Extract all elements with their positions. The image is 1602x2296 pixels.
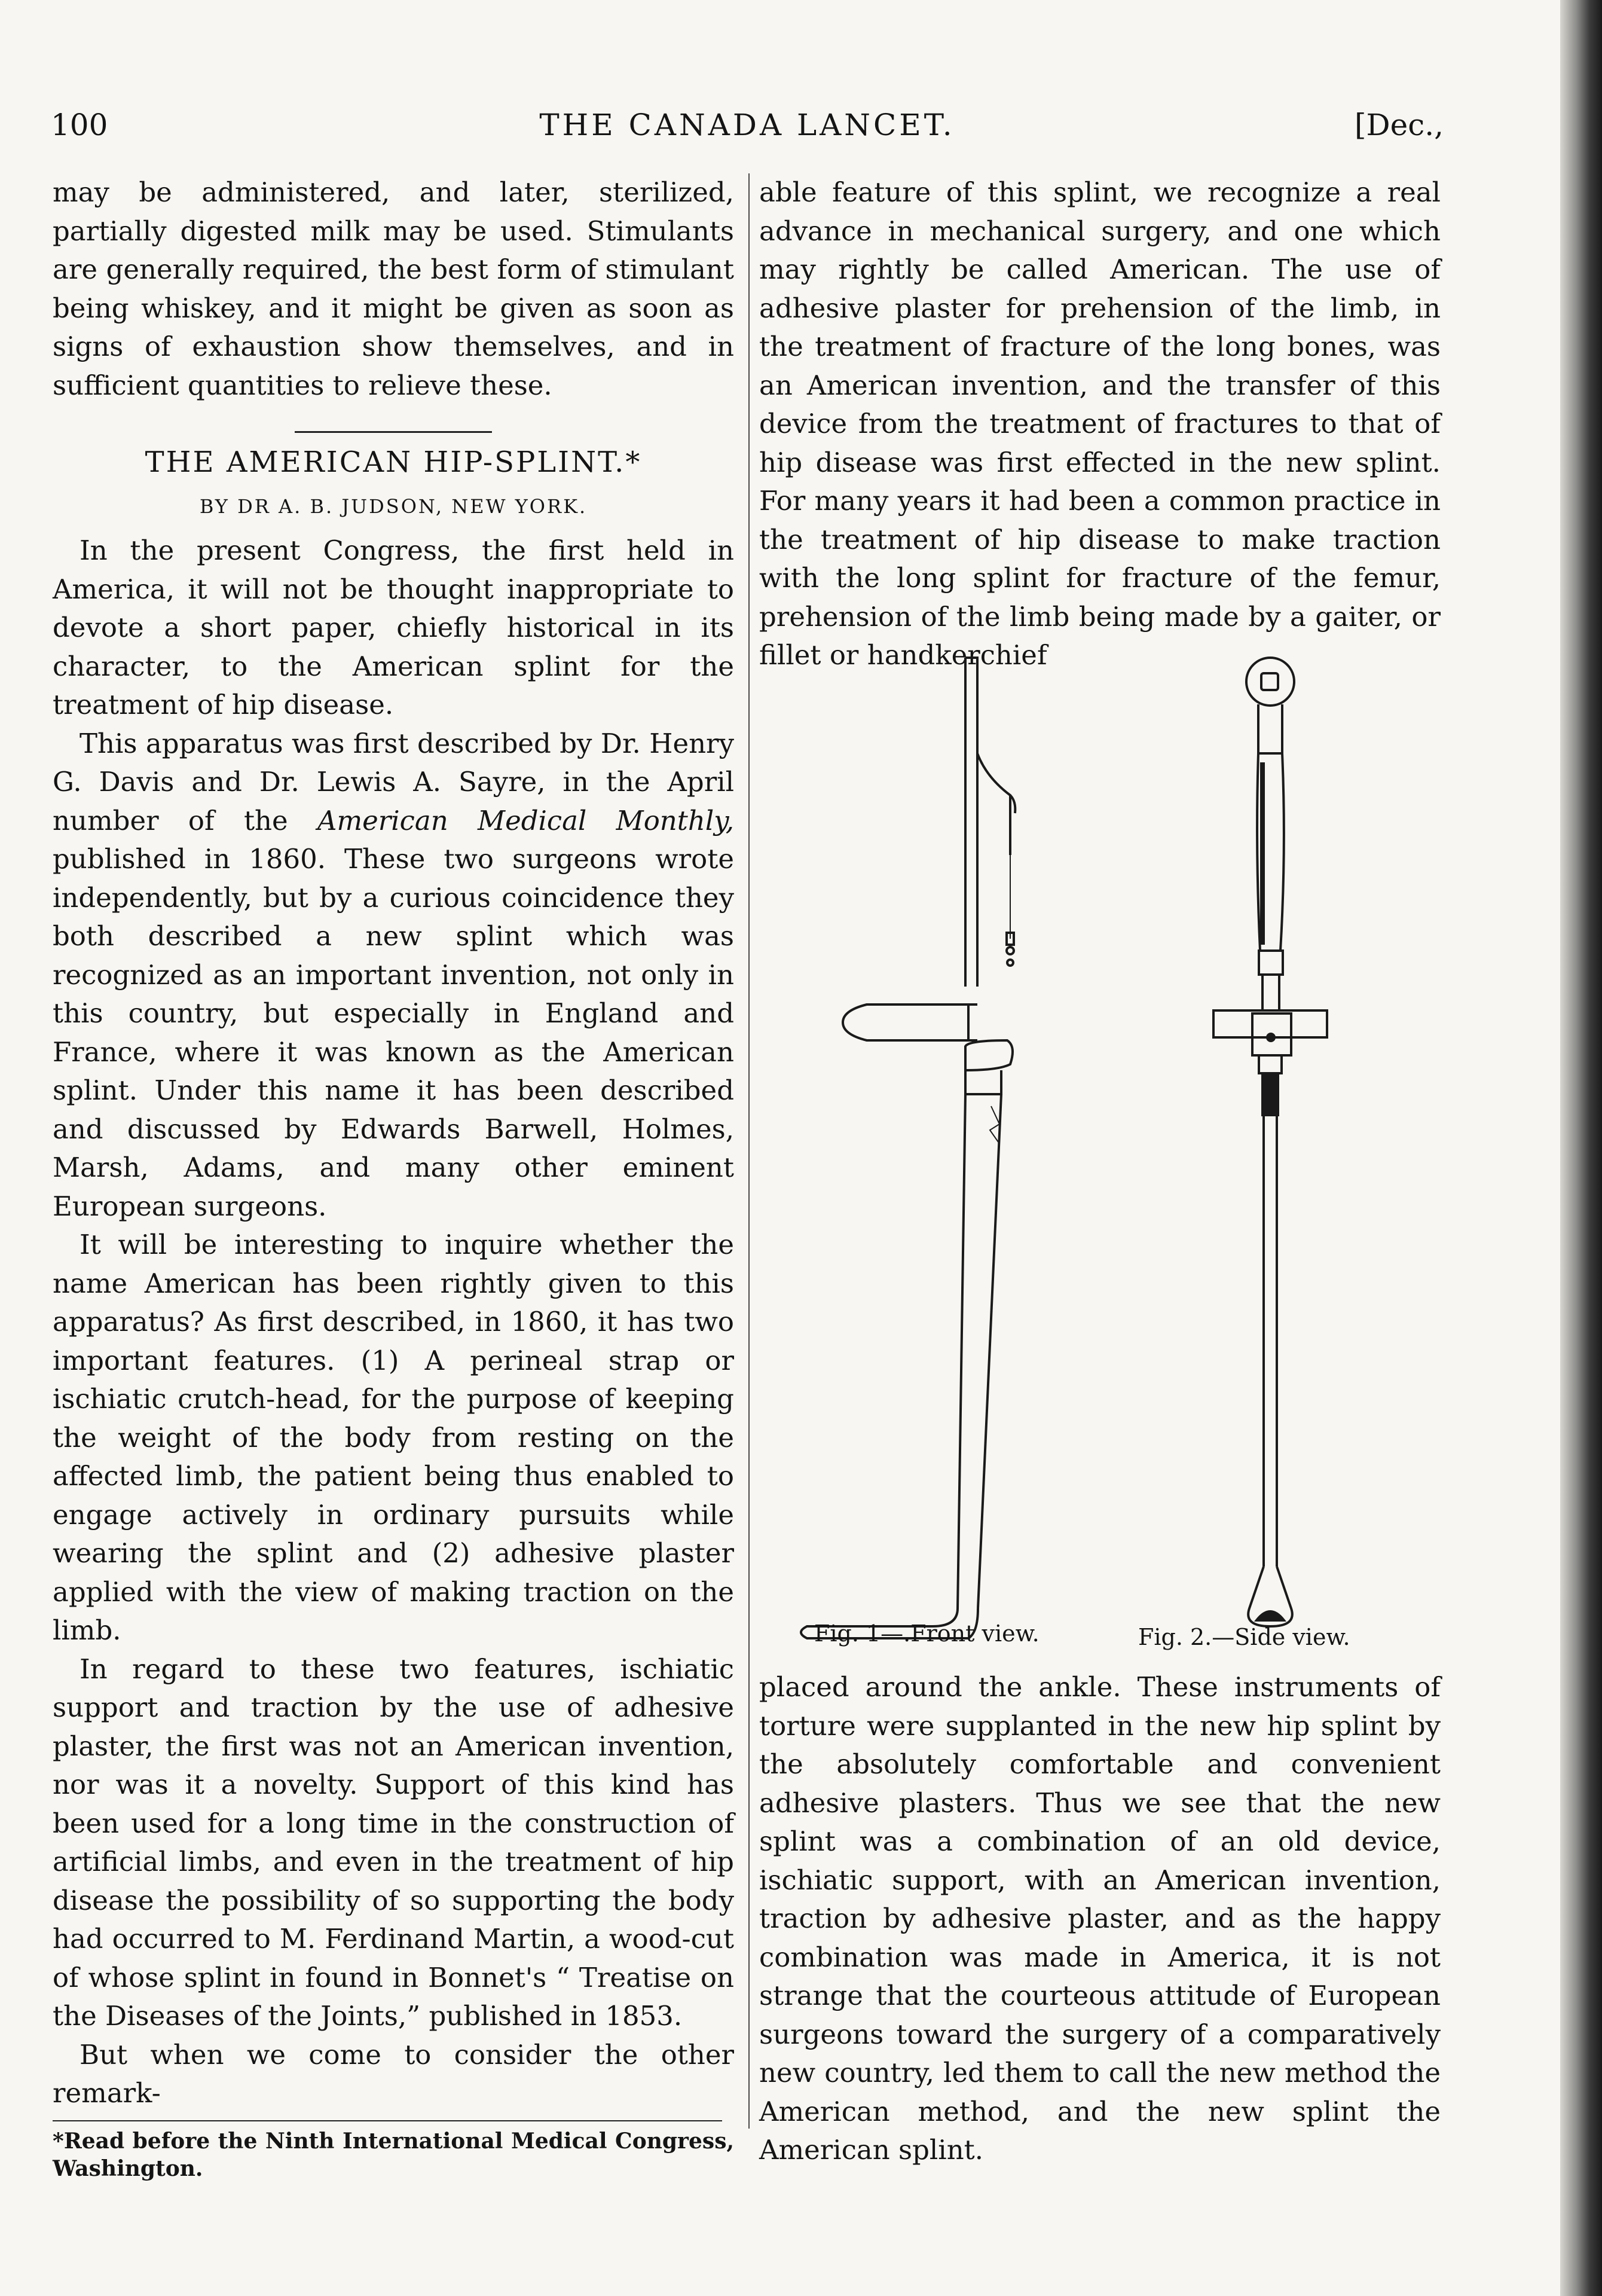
right-column-top	[759, 173, 1441, 675]
page-number: 100	[51, 108, 108, 142]
figure-1-caption: Fig. 1—.Front view.	[814, 1620, 1040, 1647]
right-bottom-paragraph: placed around the ankle. These instruments of torture were supplanted in the new hip splint by the absolutely comfortable and convenient adhesive plasters. Thus we see that the new splint was a combination of an old device, ischiatic support, with an American invention, traction by adhesive plaster, and as the happy combination was made in America, it is not strange that the courteous attitude of European surgeons toward the surgery of a comparatively new country, led them to call the new method the American method, and the new splint the American splint.	[759, 1671, 1441, 2166]
side-view-splint-illustration	[1213, 658, 1327, 1626]
right-top-paragraph: able feature of this splint, we recognize a real advance in mechanical surgery, and one which may rightly be called American. The use of adhesive plaster for prehension of the limb, in the treatment of fracture of the long bones, was an American invention, and the transfer of this device from the treatment of fractures to that of hip disease was first effected in the new splint. For many years it had been a common practice in the treatment of hip disease to make traction with the long splint for fracture of the femur, prehension of the limb being made by a gaiter, or fillet or handkerchief	[759, 176, 1441, 671]
paragraph-2	[53, 725, 734, 1226]
intro-paragraph: may be administered, and later, sterilized, partially digested milk may be used. Stimulants are generally required, the best form of stimulant being whiskey, and it might be given as soon as signs of exhaustion show themselves, and in sufficient quantities to relieve these.	[53, 176, 734, 401]
figure-2-caption: Fig. 2.—Side view.	[1138, 1624, 1350, 1650]
footnote: *Read before the Ninth International Medical Congress, Washington.	[53, 2128, 734, 2181]
right-column-bottom	[759, 1668, 1441, 2170]
column-rule	[748, 173, 750, 2129]
section-ornament	[53, 405, 734, 438]
footnote-rule	[53, 2120, 722, 2121]
figure-area	[771, 652, 1441, 1662]
running-header	[51, 108, 1444, 155]
paragraph-4: In regard to these two features, ischiatic support and traction by the use of adhesive plaster, the first was not an American invention, nor was it a novelty. Support of this kind has been used for a long time in the construction of artificial limbs, and even in the treatment of hip disease the possibility of so supporting the body had occurred to M. Ferdinand Martin, a wood-cut of whose splint in found in Bonnet's “ Treatise on the Diseases of the Joints,” published in 1853.	[53, 1653, 734, 2032]
journal-title: THE CANADA LANCET.	[539, 108, 955, 142]
date-fragment: [Dec.,	[1355, 108, 1444, 142]
article-byline: BY DR A. B. JUDSON, NEW YORK.	[199, 495, 588, 518]
article-title: THE AMERICAN HIP-SPLINT.*	[145, 445, 642, 479]
left-column	[53, 173, 734, 2182]
paragraph-3: It will be interesting to inquire whether the name American has been rightly given to this apparatus? As first described, in 1860, it has two important features. (1) A perineal strap or ischiatic crutch-head, for the purpose of keeping the weight of the body from resting on the affected limb, the patient being thus enabled to engage actively in ordinary pursuits while wearing the splint and (2) adhesive plaster applied with the view of making traction on the limb.	[53, 1229, 734, 1646]
page-edge-shadow	[1560, 0, 1602, 2296]
journal-name-italic: American Medical Monthly,	[317, 804, 734, 836]
front-view-splint-illustration	[801, 658, 1015, 1638]
paragraph-5: But when we come to consider the other remark-	[53, 2038, 734, 2109]
splint-illustrations	[771, 652, 1441, 1662]
paragraph-2-start: This apparatus was first described by Dr. Henry G. Davis and Dr. Lewis A. Sayre, in the April number of the	[53, 727, 734, 836]
paragraph-1: In the present Congress, the first held in America, it will not be thought inappropriate to devote a short paper, chiefly historical in its character, to the American splint for the treatment of hip disease.	[53, 535, 734, 720]
paragraph-2-end: published in 1860. These two surgeons wrote independently, but by a curious coincidence they both described a new splint which was recognized as an important invention, not only in this country, but especially in England and France, where it was known as the American splint. Under this name it has been described and discussed by Edwards Barwell, Holmes, Marsh, Adams, and many other eminent European surgeons.	[53, 843, 734, 1222]
